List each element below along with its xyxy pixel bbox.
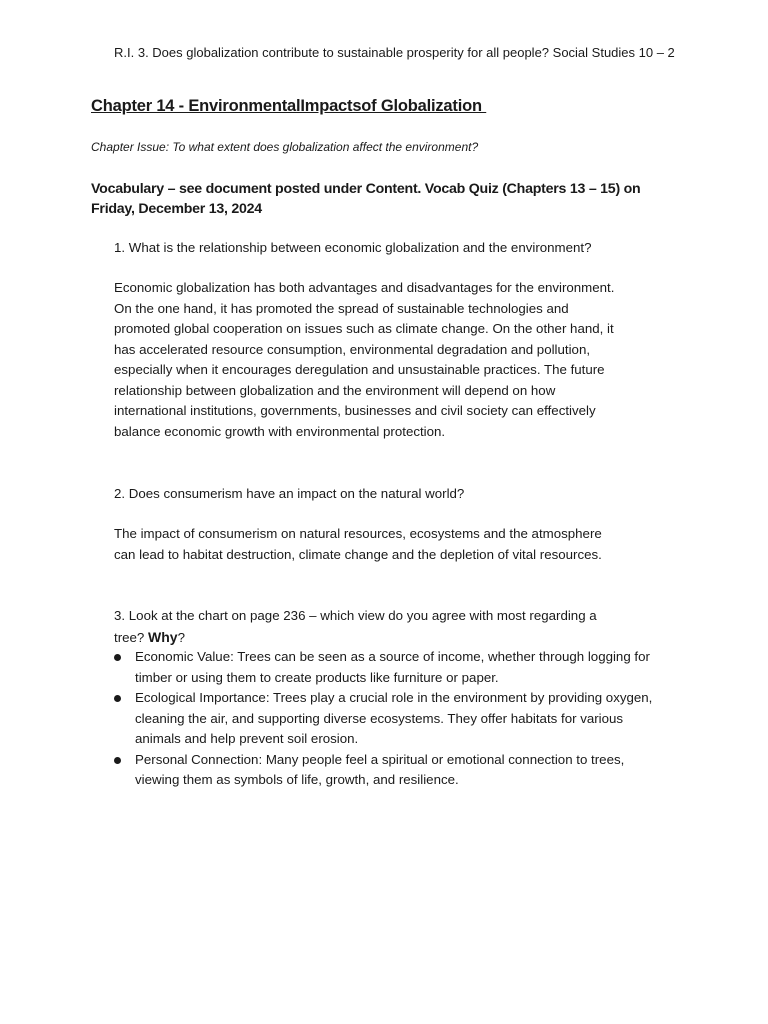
question-3-why: Why: [148, 628, 178, 645]
question-1: 1. What is the relationship between economic globalization and the environment?: [114, 240, 592, 255]
question-3: [114, 606, 624, 648]
vocabulary-note: Vocabulary – see document posted under Content. Vocab Quiz (Chapters 13 – 15) on Friday, December 13, 2024: [91, 181, 641, 217]
bullet-icon: [114, 654, 121, 661]
bullet-item: [114, 647, 659, 688]
bullet-text: Economic Value: Trees can be seen as a source of income, whether through logging for timber or using them to create products like furniture or paper.: [135, 649, 650, 685]
answer-1: Economic globalization has both advantages and disadvantages for the environment. On the one hand, it has promoted the spread of sustainable technologies and promoted global cooperation on issues such as climate change. On the other hand, it has accelerated resource consumption, environmental degradation and pollution, especially when it encourages deregulation and unsustainable practices. The future relationship between globalization and the environment will depend on how international institutions, governments, businesses and civil society can effectively balance economic growth with environmental protection.: [114, 280, 615, 439]
answer-2: The impact of consumerism on natural resources, ecosystems and the atmosphere can lead to habitat destruction, climate change and the depletion of vital resources.: [114, 526, 602, 562]
chapter-issue: Chapter Issue: To what extent does globalization affect the environment?: [91, 140, 479, 154]
bullet-item: [114, 688, 659, 750]
bullet-text: Ecological Importance: Trees play a crucial role in the environment by providing oxygen, cleaning the air, and supporting diverse ecosystems. They offer habitats for various animals and help prevent soil erosion.: [135, 690, 653, 746]
document-header: R.I. 3. Does globalization contribute to sustainable prosperity for all people? Social Studies 10 – 2: [114, 45, 675, 60]
bullet-item: [114, 750, 659, 791]
bullet-icon: [114, 695, 121, 702]
chapter-title: Chapter 14 - EnvironmentalImpactsof Globalization: [91, 97, 487, 115]
question-2: 2. Does consumerism have an impact on the natural world?: [114, 486, 465, 501]
bullet-icon: [114, 757, 121, 764]
bullet-text: Personal Connection: Many people feel a spiritual or emotional connection to trees, viewing them as symbols of life, growth, and resilience.: [135, 751, 625, 787]
question-3-text: 3. Look at the chart on page 236 – which view do you agree with most regarding a tree?: [114, 608, 597, 645]
question-3-end: ?: [177, 629, 185, 645]
answer-3-bullet-list: [114, 647, 659, 791]
